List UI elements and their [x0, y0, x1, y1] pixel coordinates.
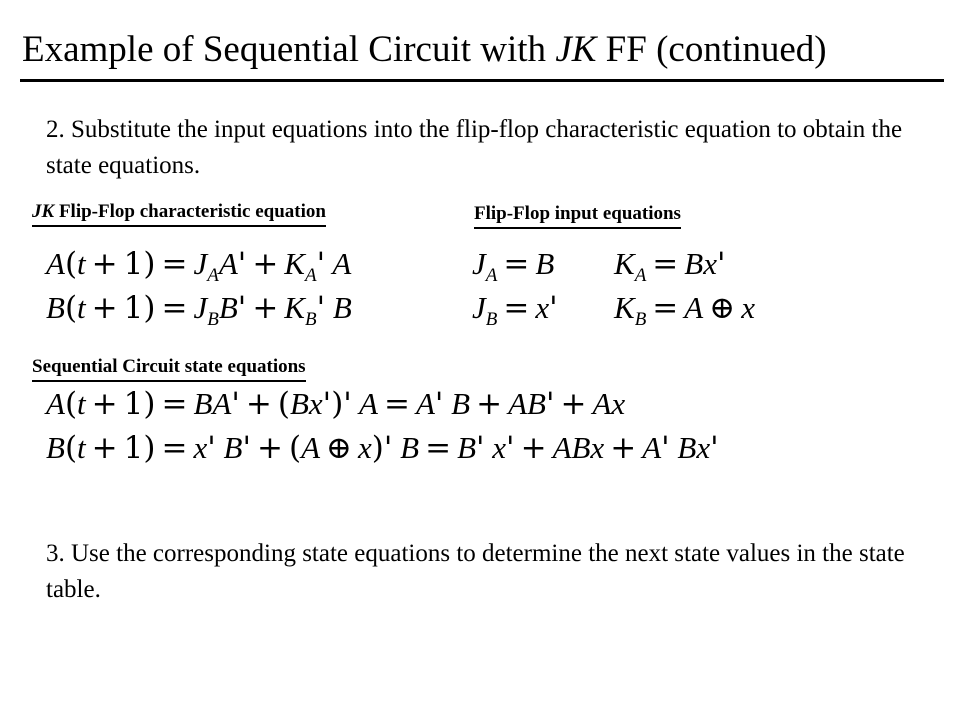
- input-equation-kb: $K_B = A$ ⊕ x: [614, 290, 755, 330]
- characteristic-equation-a: $A(t + 1) = J_AA' + K_A'$ A: [46, 246, 352, 286]
- input-equation-jb: $J_B = x'$: [472, 290, 558, 330]
- state-equations-heading: Sequential Circuit state equations: [32, 356, 306, 382]
- input-equations-heading: Flip-Flop input equations: [474, 203, 681, 229]
- state-equation-a: A(t + 1) = BA' + (Bx')' A = A' B + AB' + Ax: [46, 386, 626, 422]
- step-3-paragraph: 3. Use the corresponding state equations to determine the next state values in the state table.: [46, 540, 905, 603]
- title-prefix: Example of Sequential Circuit with: [22, 29, 556, 70]
- characteristic-equation-b: $B(t + 1) = J_BB' + K_B'$ B: [46, 290, 352, 330]
- step-2-paragraph: 2. Substitute the input equations into the flip-flop characteristic equation to obtain the state equations.: [46, 116, 903, 179]
- title-underline: [20, 79, 944, 82]
- input-equation-ja: $J_A = B$: [472, 246, 555, 286]
- title-italic: JK: [555, 29, 597, 70]
- state-equation-b: B(t + 1) = x' B' + (A ⊕ x)' B = B' x' + ABx + A' Bx': [46, 430, 719, 466]
- input-equation-ka: $K_A = Bx'$: [614, 246, 726, 286]
- characteristic-heading-italic: JK: [32, 201, 55, 222]
- characteristic-heading-rest: Flip-Flop characteristic equation: [54, 201, 326, 222]
- slide-title: [22, 28, 827, 71]
- title-suffix: FF (continued): [596, 29, 827, 70]
- characteristic-equation-heading: [32, 201, 326, 227]
